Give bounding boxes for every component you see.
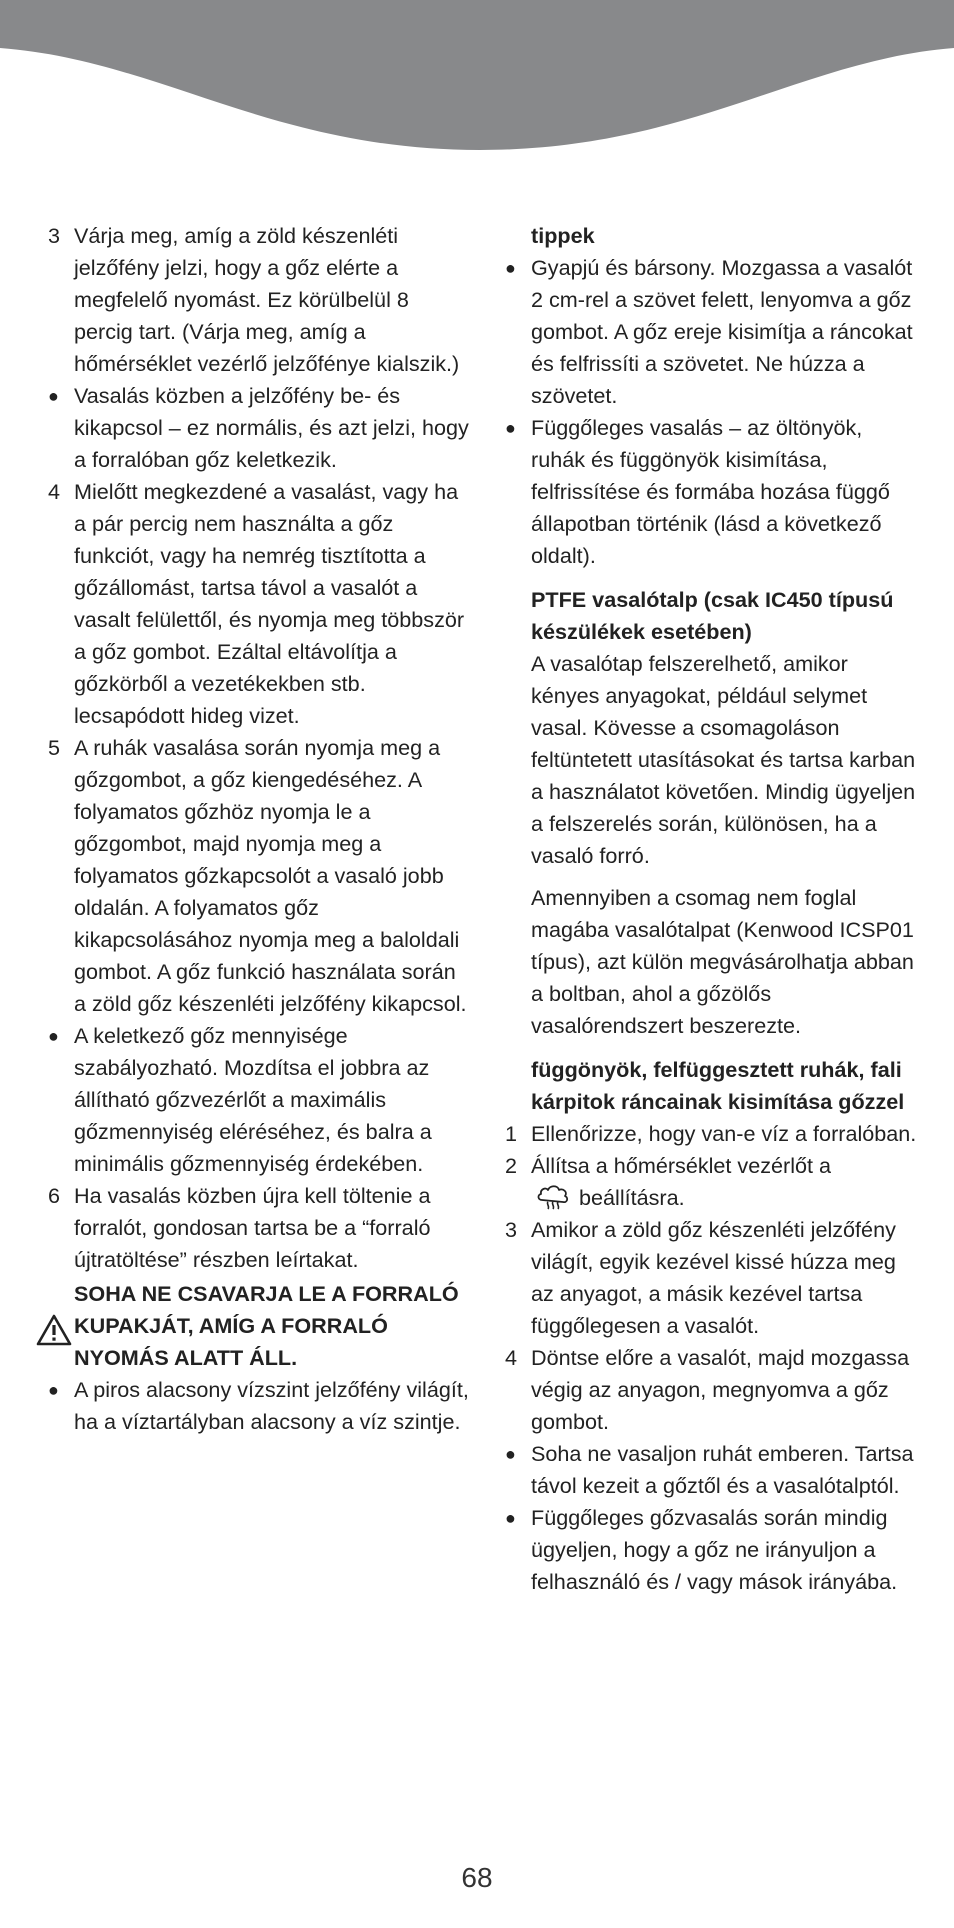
- bullet-icon: ●: [48, 1026, 59, 1046]
- bullet-text: Vasalás közben a jelzőfény be- és kikapcsol – ez normális, és azt jelzi, hogy a forralóban gőz keletkezik.: [74, 383, 469, 472]
- curtain-heading: függönyök, felfüggesztett ruhák, fali kárpitok ráncainak kisimítása gőzzel: [531, 1057, 905, 1114]
- bullet-vertical-steam-direction: [497, 1502, 922, 1598]
- step-text-after-icon: beállításra.: [579, 1185, 685, 1210]
- header-wave-band: [0, 0, 954, 160]
- right-step-3: [497, 1214, 922, 1342]
- bullet-icon: ●: [505, 1444, 516, 1464]
- step-number: 4: [505, 1345, 518, 1370]
- step-text: Állítsa a hőmérséklet vezérlőt a: [531, 1153, 832, 1178]
- bullet-text: A keletkező gőz mennyisége szabályozható. Mozdítsa el jobbra az állítható gőzvezérlőt a maximális gőzmennyiség eléréséhez, és balra a minimális gőzmennyiség érdekében.: [74, 1023, 432, 1176]
- bullet-steam-amount: [40, 1020, 470, 1180]
- page-number: 68: [461, 1862, 493, 1893]
- step-text: Várja meg, amíg a zöld készenléti jelzőfény jelzi, hogy a gőz elérte a megfelelő nyomást. Ez körülbelül 8 percig tart. (Várja meg, amíg a hőmérséklet vezérlő jelzőfénye kialszik.): [74, 223, 460, 376]
- bullet-icon: ●: [48, 386, 59, 406]
- bullet-text: Függőleges vasalás – az öltönyök, ruhák és függönyök kisimítása, felfrissítése és formába hozása függő állapotban történik (lásd a következő oldalt).: [531, 415, 890, 568]
- bullet-icon: ●: [505, 418, 516, 438]
- bullet-text: A piros alacsony vízszint jelzőfény világít, ha a víztartályban alacsony a víz szintje.: [74, 1377, 469, 1434]
- bullet-never-on-person: [497, 1438, 922, 1502]
- warning-text: SOHA NE CSAVARJA LE A FORRALÓ KUPAKJÁT, AMÍG A FORRALÓ NYOMÁS ALATT ÁLL.: [74, 1281, 459, 1370]
- bullet-text: Függőleges gőzvasalás során mindig ügyeljen, hogy a gőz ne irányuljon a felhasználó és / vagy mások irányába.: [531, 1505, 898, 1594]
- left-column: [40, 220, 470, 1438]
- ptfe-heading: PTFE vasalótalp (csak IC450 típusú készülékek esetében): [531, 587, 894, 644]
- ptfe-paragraph-1: A vasalótap felszerelhető, amikor kényes anyagokat, például selymet vasal. Kövesse a csomagoláson feltüntetett utasításokat és tartsa karban a használatot követően. Mindig ügyeljen a felszerelés során, különösen, ha a vasaló forró.: [531, 651, 916, 868]
- step-number: 4: [48, 479, 61, 504]
- step-number: 3: [48, 223, 61, 248]
- bullet-indicator-blinking: [40, 380, 470, 476]
- warning-notice: [40, 1278, 470, 1374]
- bullet-icon: ●: [505, 258, 516, 278]
- right-step-2: [497, 1150, 922, 1214]
- bullet-icon: ●: [48, 1380, 59, 1400]
- step-text: Ha vasalás közben újra kell töltenie a forralót, gondosan tartsa be a “forraló újtratöltése” részben leírtakat.: [74, 1183, 431, 1272]
- bullet-text: Gyapjú és bársony. Mozgassa a vasalót 2 cm-rel a szövet felett, lenyomva a gőz gombot. A gőz ereje kisimítja a ráncokat és felfrissíti a szövetet. Ne húzza a szövetet.: [531, 255, 913, 408]
- step-number: 6: [48, 1183, 61, 1208]
- tip-wool-velvet: [497, 252, 922, 412]
- bullet-icon: ●: [505, 1508, 516, 1528]
- step-text: Döntse előre a vasalót, majd mozgassa végig az anyagon, megnyomva a gőz gombot.: [531, 1345, 910, 1434]
- step-number: 3: [505, 1217, 518, 1242]
- step-text: Mielőtt megkezdené a vasalást, vagy ha a pár percig nem használta a gőz funkciót, vagy ha nemrég tisztította a gőzállomást, tartsa távol a vasalót a vasalt felülettől, és nyomja meg többször a gőz gombot. Ezáltal eltávolítja a gőzkörből a vezetékekben stb. lecsapódott hideg vizet.: [74, 479, 465, 728]
- step-text: Amikor a zöld gőz készenléti jelzőfény világít, egyik kezével kissé húzza meg az anyagot, a másik kezével tartsa függőlegesen a vasalót.: [531, 1217, 896, 1338]
- ptfe-paragraph-2: Amennyiben a csomag nem foglal magába vasalótalpat (Kenwood ICSP01 típus), azt külön megvásárolhatja abban a boltban, ahol a gőzölős vasalórendszert beszerezte.: [531, 885, 914, 1038]
- step-text: Ellenőrizze, hogy van-e víz a forralóban.: [531, 1121, 917, 1146]
- step-text: A ruhák vasalása során nyomja meg a gőzgombot, a gőz kiengedéséhez. A folyamatos gőzhöz nyomja le a gőzgombot, majd nyomja meg a folyamatos gőzkapcsolót a vasaló jobb oldalán. A folyamatos gőz kikapcsolásához nyomja meg a baloldali gombot. A gőz funkció használata során a zöld gőz készenléti jelzőfény kikapcsol.: [74, 735, 467, 1016]
- step-6: [40, 1180, 470, 1276]
- step-number: 2: [505, 1153, 518, 1178]
- bullet-low-water: [40, 1374, 470, 1438]
- right-step-4: [497, 1342, 922, 1438]
- warning-triangle-icon: [36, 1314, 72, 1346]
- step-number: 1: [505, 1121, 518, 1146]
- step-3: [40, 220, 470, 380]
- steam-setting-icon: [535, 1183, 573, 1211]
- step-4: [40, 476, 470, 732]
- step-number: 5: [48, 735, 61, 760]
- right-step-1: [497, 1118, 922, 1150]
- tips-heading: tippek: [531, 223, 595, 248]
- step-5: [40, 732, 470, 1020]
- bullet-text: Soha ne vasaljon ruhát emberen. Tartsa távol kezeit a gőztől és a vasalótalptól.: [531, 1441, 914, 1498]
- tip-vertical-ironing: [497, 412, 922, 572]
- right-column: [497, 220, 922, 1598]
